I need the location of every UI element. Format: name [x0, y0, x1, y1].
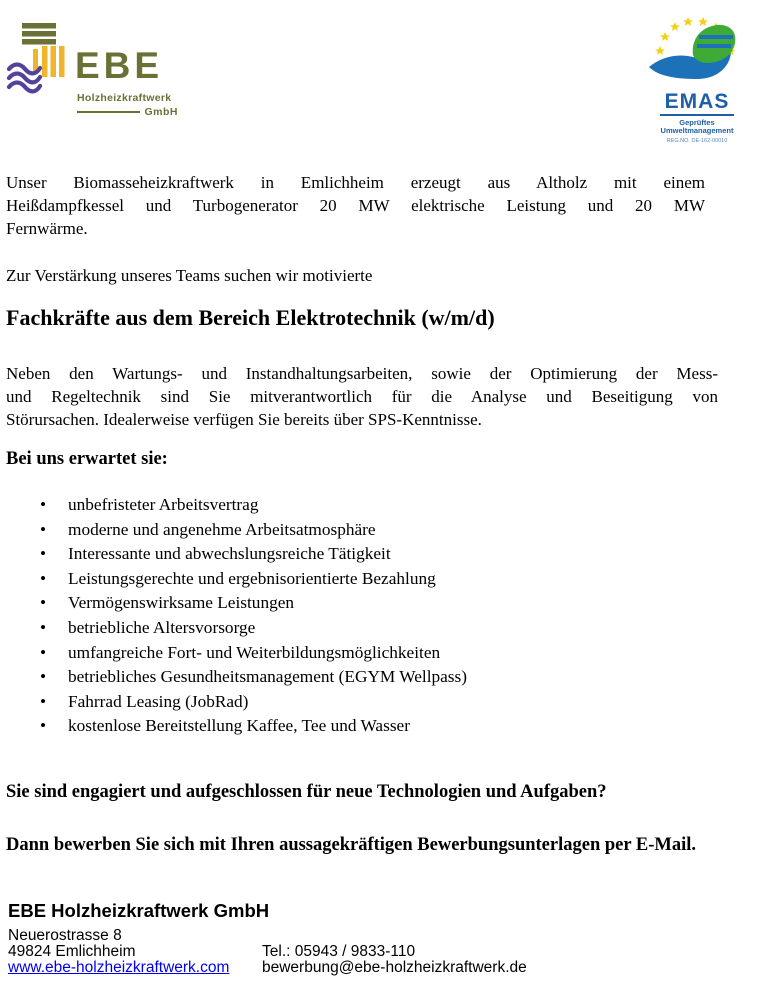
role-paragraph: [6, 362, 718, 432]
benefit-text: Fahrrad Leasing (JobRad): [68, 691, 249, 711]
paragraph-line: Heißdampfkessel und Turbogenerator 20 MW elektrische Leistung und 20 MW: [6, 196, 705, 216]
paragraph-line: Neben den Wartungs- und Instandhaltungsarbeiten, sowie der Optimierung der Mess-: [6, 364, 718, 383]
bullet-icon: •: [40, 495, 47, 514]
paragraph-line: Fernwärme.: [6, 219, 88, 239]
ebe-logo-subline: Holzheizkraftwerk: [77, 92, 172, 104]
footer-phone-number: Tel.: 05943 / 9833-110: [262, 943, 416, 960]
bullet-icon: •: [40, 519, 47, 539]
paragraph-line: und Regeltechnik sind Sie mitverantwortlich für die Analyse und Beseitigung von: [6, 387, 718, 407]
paragraph-line: Störursachen. Idealerweise verfügen Sie bereits über SPS-Kenntnisse.: [6, 410, 482, 430]
benefit-text: umfangreiche Fort- und Weiterbildungsmöglichkeiten: [68, 642, 441, 662]
ebe-logo-wordmark: EBE: [75, 45, 164, 86]
benefit-text: betriebliches Gesundheitsmanagement (EGYM Wellpass): [68, 667, 468, 687]
benefit-list-item: [6, 690, 751, 715]
benefit-list-item: [6, 665, 751, 690]
ebe-logo-gmbh: GmbH: [144, 106, 178, 118]
bullet-icon: •: [40, 544, 47, 564]
benefit-text: Interessante und abwechslungsreiche Tätigkeit: [68, 544, 391, 564]
lead-in-text: Zur Verstärkung unseres Teams suchen wir motivierte: [6, 266, 373, 285]
bullet-icon: •: [40, 568, 47, 588]
closing-cta: Dann bewerben Sie sich mit Ihren aussagekräftigen Bewerbungsunterlagen per E-Mail.: [6, 835, 696, 855]
footer-company-name: EBE Holzheizkraftwerk GmbH: [8, 900, 270, 921]
emas-subtitle-1: Geprüftes: [679, 117, 715, 127]
benefit-text: moderne und angenehme Arbeitsatmosphäre: [68, 519, 376, 539]
benefit-list-item: [6, 493, 751, 518]
footer-street-address: Neuerostrasse 8: [8, 927, 122, 944]
bullet-icon: •: [40, 716, 47, 736]
bullet-icon: •: [40, 593, 47, 613]
benefits-list: [6, 493, 751, 739]
bullet-icon: •: [40, 617, 47, 637]
footer-email-address: bewerbung@ebe-holzheizkraftwerk.de: [262, 959, 527, 976]
benefit-text: kostenlose Bereitstellung Kaffee, Tee und Wasser: [68, 716, 410, 736]
job-title-heading: Fachkräfte aus dem Bereich Elektrotechnik (w/m/d): [6, 305, 495, 330]
emas-title: EMAS: [664, 90, 730, 113]
emas-divider: [660, 114, 734, 116]
bullet-icon: •: [40, 667, 47, 687]
footer-website-link[interactable]: www.ebe-holzheizkraftwerk.com: [8, 959, 230, 976]
benefits-heading: Bei uns erwartet sie:: [6, 449, 168, 469]
emas-certification-logo: [643, 13, 751, 145]
benefit-text: Vermögenswirksame Leistungen: [68, 593, 295, 613]
benefit-list-item: [6, 714, 751, 739]
emas-registration-number: REG.NO. DE-162-00010: [666, 137, 728, 144]
emas-emblem-icon: [643, 13, 751, 85]
ebe-logo-rule: [77, 111, 140, 113]
benefit-text: unbefristeter Arbeitsvertrag: [68, 495, 259, 514]
benefit-list-item: [6, 616, 751, 641]
benefit-list-item: [6, 567, 751, 592]
benefit-list-item: [6, 591, 751, 616]
closing-question: Sie sind engagiert und aufgeschlossen für neue Technologien und Aufgaben?: [6, 782, 607, 802]
intro-paragraph: [6, 171, 705, 241]
ebe-company-logo: [6, 16, 196, 118]
emas-subtitle-2: Umweltmanagement: [660, 126, 734, 135]
ebe-bars-icon: [22, 23, 65, 77]
benefit-list-item: [6, 542, 751, 567]
bullet-icon: •: [40, 691, 47, 711]
footer-city-address: 49824 Emlichheim: [8, 943, 136, 960]
benefit-list-item: [6, 641, 751, 666]
bullet-icon: •: [40, 642, 47, 662]
paragraph-line: Unser Biomasseheizkraftwerk in Emlichheim erzeugt aus Altholz mit einem: [6, 173, 705, 192]
benefit-list-item: [6, 518, 751, 543]
benefit-text: betriebliche Altersvorsorge: [68, 617, 256, 637]
benefit-text: Leistungsgerechte und ergebnisorientierte Bezahlung: [68, 568, 436, 588]
